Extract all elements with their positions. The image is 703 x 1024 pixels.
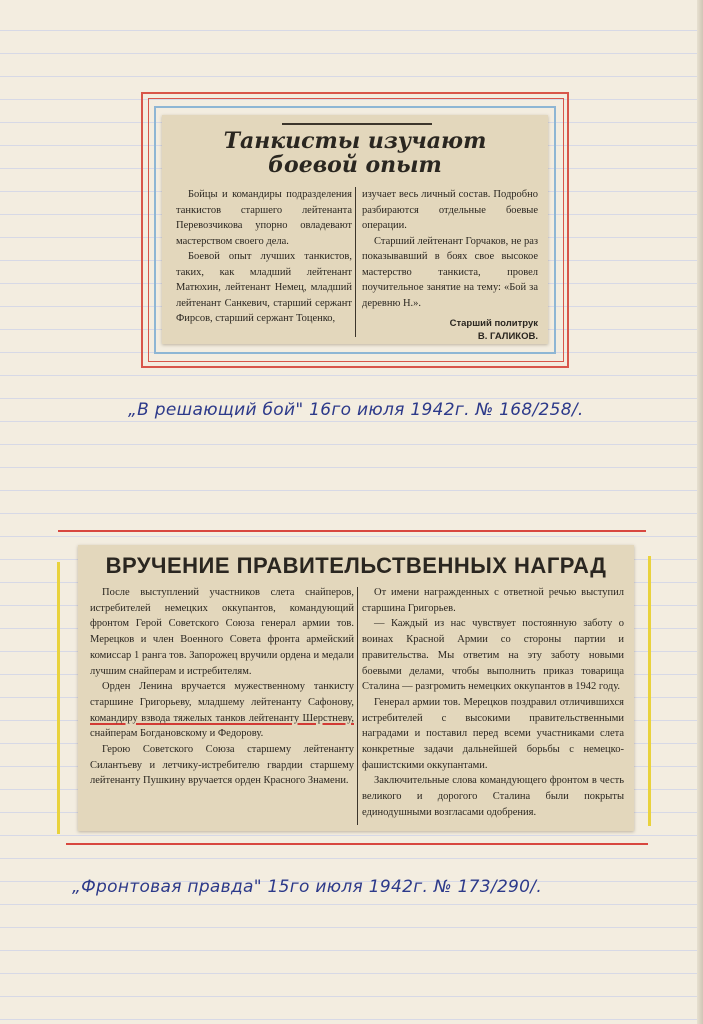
paragraph: — Каждый из нас чувствует постоянную заботу о воинах Красной Армии со стороны партии и правительства. Мы ответим на эту заботу новыми боевыми делами, чтобы выполнить приказ товарища Сталина — разгромить немецких оккупантов в 1942 году. (362, 618, 624, 693)
clipping-right-column (362, 585, 624, 821)
source-caption-1: „В решающий бой" 16го июля 1942г. № 168/258/. (128, 400, 584, 420)
paragraph: После выступлений участников слета снайперов, истребителей немецких оккупантов, командующий фронтом Герой Советского Союза генерал армии тов. Мерецков и член Военного Совета фронта армейский комиссар 1 ранга тов. Запорожец вручили ордена и медали лучшим снайперам и истребителям. (90, 587, 354, 677)
red-line-bottom (66, 843, 648, 845)
clipping-title (162, 129, 548, 177)
paragraph: Герою Советского Союза старшему лейтенанту Силантьеву и летчику-истребителю гвардии старшему лейтенанту Пушкину вручается орден Красного Знамени. (90, 744, 354, 787)
title-line-2: боевой опыт (268, 152, 442, 178)
paragraph: Заключительные слова командующего фронтом в честь великого и дорогого Сталина были покрыты единодушными возгласами одобрения. (362, 775, 624, 818)
paragraph: Генерал армии тов. Мерецков поздравил отличившихся истребителей с высокими правительственными наградами и поставил перед всеми участниками слета конкретные задачи дальнейшей борьбы с немецко-фашистскими оккупантами. (362, 696, 624, 771)
clipping-top-rule (282, 123, 432, 125)
signature (362, 317, 538, 343)
clipping-right-column (362, 187, 538, 343)
title-line-1: Танкисты изучают (223, 128, 487, 154)
clipping-title: ВРУЧЕНИЕ ПРАВИТЕЛЬСТВЕННЫХ НАГРАД (105, 553, 607, 578)
paragraph (90, 679, 354, 742)
paragraph: изучает весь личный состав. Подробно разбираются отдельные боевые операции. (362, 189, 538, 231)
paragraph: Боевой опыт лучших танкистов, таких, как младший лейтенант Матюхин, лейтенант Немец, младший лейтенант Санкевич, старший сержант Фирсов, старший сержант Тоценко, (176, 251, 352, 324)
text-span: Орден Ленина вручается мужественному танкисту старшине Григорьеву, младшему лейтенанту Сафонову, (90, 681, 354, 708)
signature-name: В. ГАЛИКОВ. (477, 331, 538, 342)
clipping-left-column (90, 585, 354, 789)
paragraph: От имени награжденных с ответной речью выступил старшина Григорьев. (362, 587, 624, 614)
column-divider (355, 187, 356, 337)
source-caption-2: „Фронтовая правда" 15го июля 1942г. № 173/290/. (72, 877, 543, 897)
underlined-text: командиру взвода тяжелых танков лейтенанту Шерстневу, (90, 712, 354, 724)
yellow-line-right (648, 556, 651, 826)
yellow-line-left (57, 562, 60, 834)
clipping-left-column (176, 187, 352, 327)
page-edge (697, 0, 703, 1024)
signature-role: Старший политрук (449, 318, 538, 329)
clipping-awards (78, 545, 634, 831)
red-line-top (58, 530, 646, 532)
paragraph: Старший лейтенант Горчаков, не раз показывавший в боях свое высокое мастерство танкиста, провел поучительное занятие на тему: «Бой за деревню Н.». (362, 235, 538, 309)
text-span: снайперам Богдановскому и Федорову. (90, 728, 264, 740)
column-divider (357, 587, 358, 825)
paragraph: Бойцы и командиры подразделения танкистов старшего лейтенанта Перевозчикова упорно овладевают мастерством своего дела. (176, 189, 352, 247)
clipping-tankers (162, 115, 548, 344)
